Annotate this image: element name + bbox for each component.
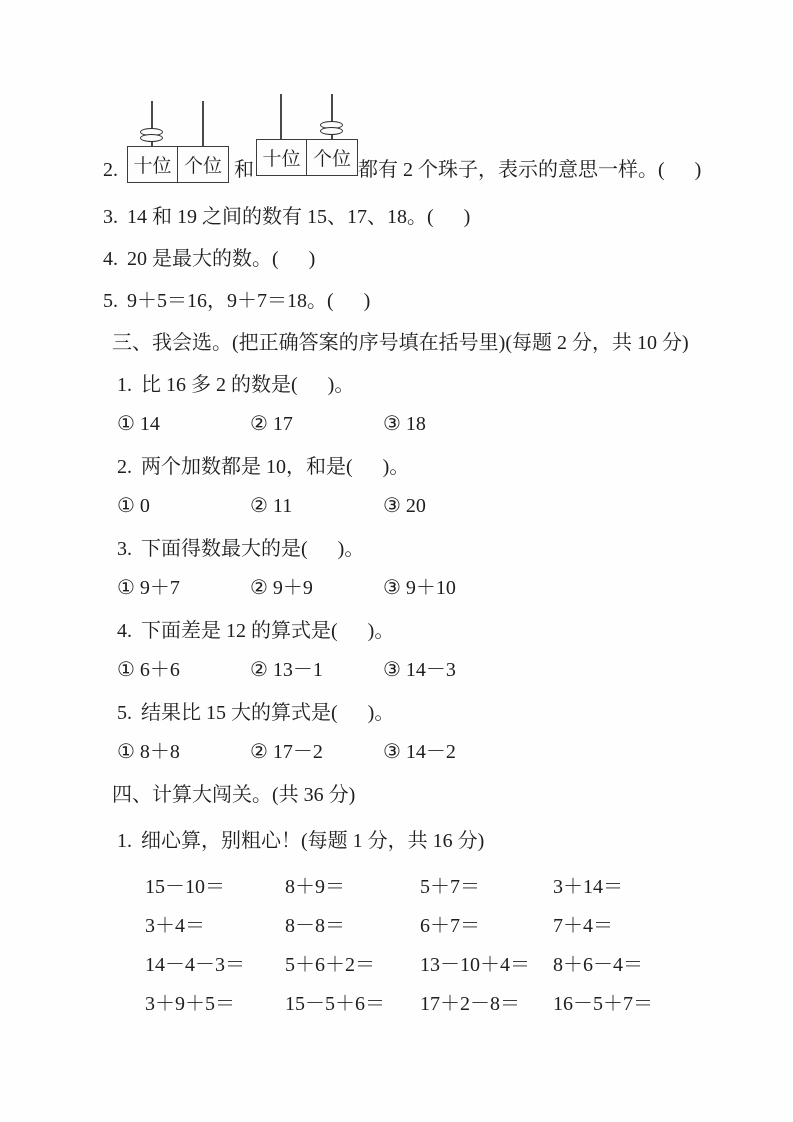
calc-subtitle — [103, 828, 745, 854]
calc-cell: 7＋4＝ — [553, 915, 613, 937]
calc-cell: 3＋14＝ — [553, 876, 623, 898]
question-number: 5. — [117, 702, 132, 724]
choice-q3-stem — [103, 536, 745, 562]
judge-item-text: 14 和 19 之间的数有 15、17、18。( ) — [127, 206, 471, 228]
choice-q3-options — [103, 575, 745, 601]
abacus-beads-on-ones — [320, 121, 343, 133]
item-number: 2. — [103, 159, 118, 181]
calc-cell: 5＋7＝ — [420, 876, 480, 898]
choice-q5-stem — [103, 700, 745, 726]
option-2: ② 17 — [250, 413, 293, 435]
option-2: ② 17－2 — [250, 741, 323, 763]
place-value-box — [127, 146, 229, 183]
calc-cell: 14－4－3＝ — [145, 954, 245, 976]
calc-cell: 8＋9＝ — [285, 876, 345, 898]
option-1: ① 9＋7 — [117, 577, 180, 599]
question-text: 比 16 多 2 的数是( )。 — [141, 374, 355, 396]
item-number: 3. — [103, 206, 118, 228]
choice-q1-options — [103, 411, 745, 437]
question-number: 4. — [117, 620, 132, 642]
calc-cell: 3＋9＋5＝ — [145, 993, 235, 1015]
option-1: ① 0 — [117, 495, 150, 517]
choice-q2-options — [103, 493, 745, 519]
option-3: ③ 14－2 — [383, 741, 456, 763]
option-3: ③ 18 — [383, 413, 426, 435]
item-number: 4. — [103, 248, 118, 270]
abacus-rod-ones — [202, 101, 204, 146]
calc-cell: 8－8＝ — [285, 915, 345, 937]
abacus-beads-on-tens — [140, 128, 163, 140]
calc-section-title: 四、计算大闯关。(共 36 分) — [112, 784, 356, 806]
calc-cell: 8＋6－4＝ — [553, 954, 643, 976]
choice-section-title: 三、我会选。(把正确答案的序号填在括号里)(每题 2 分，共 10 分) — [112, 332, 689, 354]
judge-item-text: 20 是最大的数。( ) — [127, 248, 316, 270]
connector-text: 和 — [234, 159, 254, 181]
question-text: 下面差是 12 的算式是( )。 — [141, 620, 395, 642]
place-value-box — [256, 139, 358, 176]
question-number: 2. — [117, 456, 132, 478]
question-number: 1. — [117, 374, 132, 396]
option-3: ③ 9＋10 — [383, 577, 456, 599]
calc-cell: 15－10＝ — [145, 876, 225, 898]
tens-place-label: 十位 — [256, 139, 307, 176]
calc-cell: 5＋6＋2＝ — [285, 954, 375, 976]
choice-q5-options — [103, 739, 745, 765]
option-1: ① 8＋8 — [117, 741, 180, 763]
question-text: 结果比 15 大的算式是( )。 — [141, 702, 395, 724]
calc-cell: 17＋2－8＝ — [420, 993, 520, 1015]
calc-grid — [145, 874, 745, 1017]
option-2: ② 13－1 — [250, 659, 323, 681]
item-number: 5. — [103, 290, 118, 312]
question-number: 1. — [117, 830, 132, 852]
question-text: 下面得数最大的是( )。 — [141, 538, 365, 560]
option-3: ③ 14－3 — [383, 659, 456, 681]
option-1: ① 6＋6 — [117, 659, 180, 681]
option-2: ② 11 — [250, 495, 293, 517]
bead — [320, 127, 343, 135]
judge-item-text: 9＋5＝16，9＋7＝18。( ) — [127, 290, 371, 312]
judge-item-2 — [103, 94, 745, 183]
abacus-left-tens-beads — [127, 101, 229, 183]
choice-q1-stem — [103, 372, 745, 398]
abacus-rod-tens — [280, 94, 282, 139]
ones-place-label: 个位 — [178, 146, 229, 183]
calc-cell: 6＋7＝ — [420, 915, 480, 937]
calc-cell: 13－10＋4＝ — [420, 954, 530, 976]
calc-cell: 15－5＋6＝ — [285, 993, 385, 1015]
option-3: ③ 20 — [383, 495, 426, 517]
judge-item-5 — [103, 288, 745, 314]
question-text: 两个加数都是 10，和是( )。 — [141, 456, 410, 478]
option-2: ② 9＋9 — [250, 577, 313, 599]
tens-place-label: 十位 — [127, 146, 178, 183]
option-1: ① 14 — [117, 413, 160, 435]
calc-cell: 16－5＋7＝ — [553, 993, 653, 1015]
choice-q4-options — [103, 657, 745, 683]
choice-q4-stem — [103, 618, 745, 644]
judge-item-4 — [103, 246, 745, 272]
judge-item-3 — [103, 204, 745, 230]
abacus-right-ones-beads — [256, 94, 358, 176]
bead — [140, 134, 163, 142]
subtitle-text: 细心算，别粗心！(每题 1 分，共 16 分) — [141, 830, 485, 852]
calc-cell: 3＋4＝ — [145, 915, 205, 937]
judge-item-text: 都有 2 个珠子，表示的意思一样。( ) — [358, 159, 702, 181]
choice-q2-stem — [103, 454, 745, 480]
question-number: 3. — [117, 538, 132, 560]
ones-place-label: 个位 — [307, 139, 358, 176]
